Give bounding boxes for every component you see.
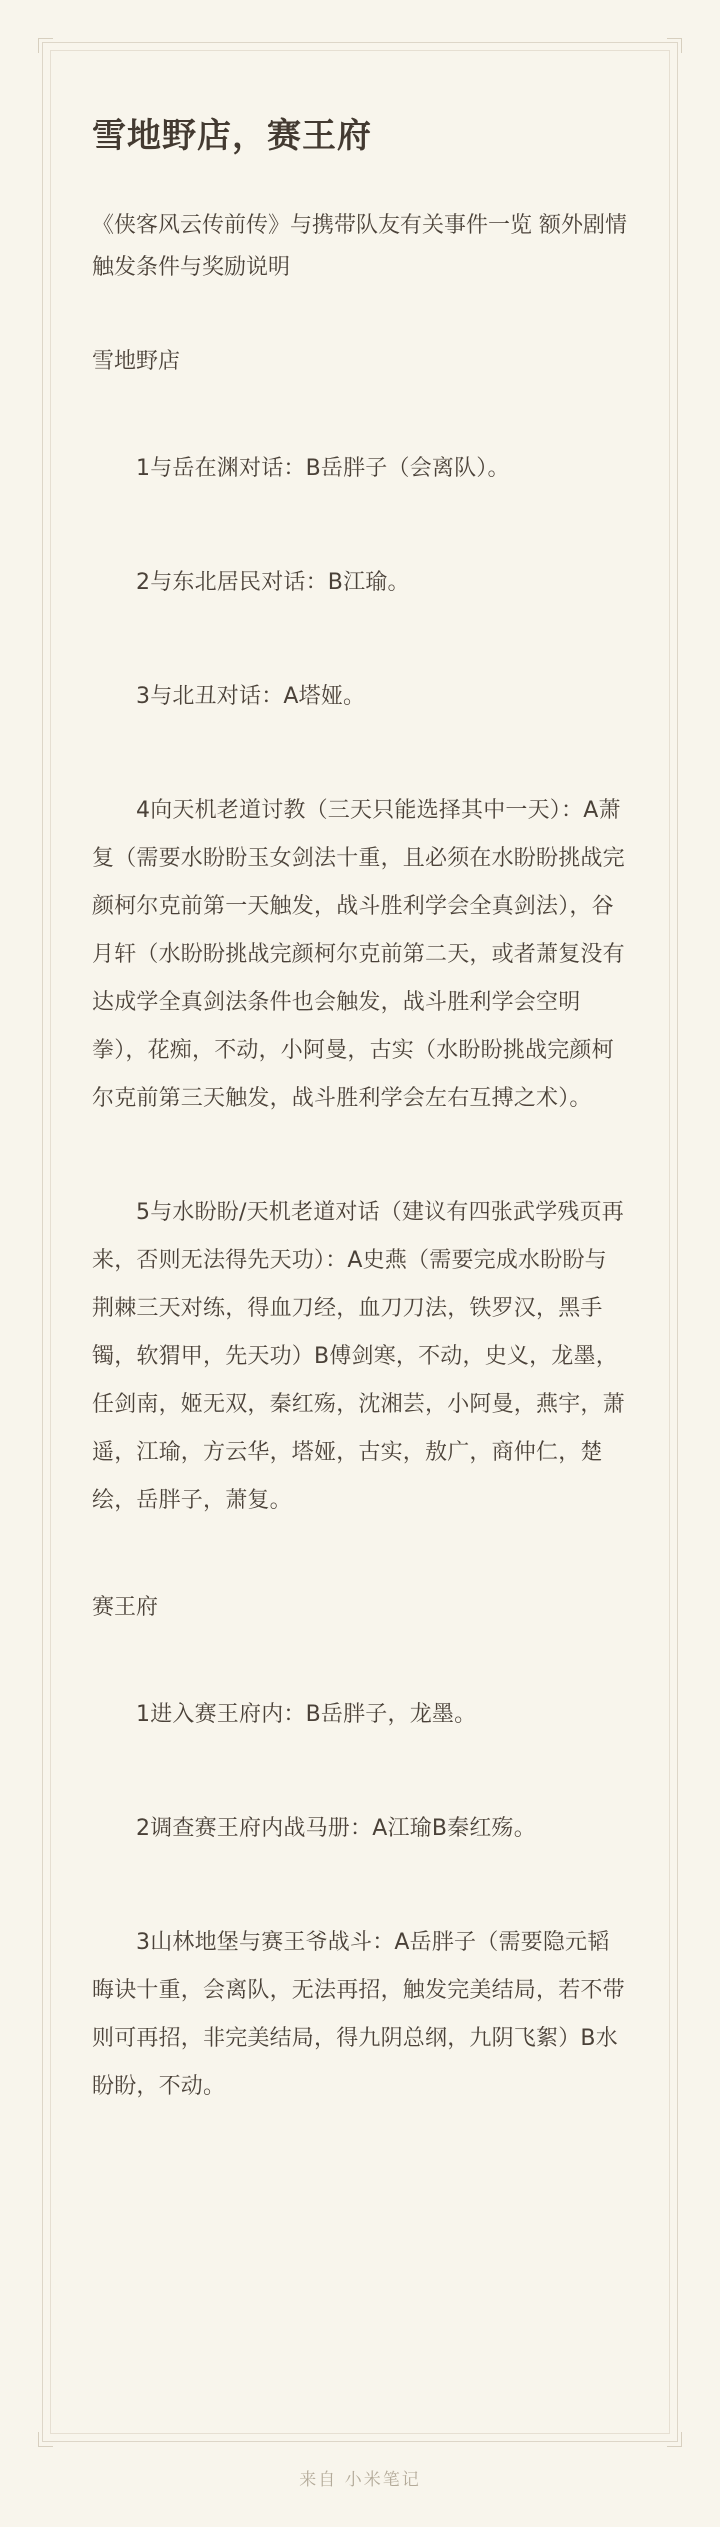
section-title-sai-wang-fu: 赛王府: [92, 1595, 159, 1620]
event-item: 3与北丑对话：A塔娅。: [136, 684, 366, 709]
event-item: 2与东北居民对话：B江瑜。: [136, 570, 410, 595]
corner-ornament: [38, 2432, 53, 2447]
event-item: 1与岳在渊对话：B岳胖子（会离队）。: [136, 456, 510, 481]
event-item: 3山林地堡与赛王爷战斗：A岳胖子（需要隐元韬晦诀十重，会离队，无法再招，触发完美结局，若不带则可再招，非完美结局，得九阴总纲，九阴飞絮）B水盼盼，不动。: [92, 1930, 625, 2099]
corner-ornament: [38, 38, 53, 53]
note-title: 雪地野店，赛王府: [92, 116, 372, 156]
event-item: 2调查赛王府内战马册：A江瑜B秦红殇。: [136, 1816, 536, 1841]
event-item: 5与水盼盼/天机老道对话（建议有四张武学残页再来，否则无法得先天功）：A史燕（需要完成水盼盼与荆棘三天对练，得血刀经，血刀刀法，铁罗汉，黑手镯，软猬甲，先天功）B傅剑寒，不动，史义，龙墨，任剑南，姬无双，秦红殇，沈湘芸，小阿曼，燕宇，萧遥，江瑜，方云华，塔娅，古实，敖广，商仲仁，楚绘，岳胖子，萧复。: [92, 1200, 625, 1513]
section-title-snow-inn: 雪地野店: [92, 349, 181, 374]
event-item: 1进入赛王府内：B岳胖子，龙墨。: [136, 1702, 477, 1727]
event-item: 4向天机老道讨教（三天只能选择其中一天）：A萧复（需要水盼盼玉女剑法十重，且必须在水盼盼挑战完颜柯尔克前第一天触发，战斗胜利学会全真剑法），谷月轩（水盼盼挑战完颜柯尔克前第二天，或者萧复没有达成学全真剑法条件也会触发，战斗胜利学会空明拳），花痴，不动，小阿曼，古实（水盼盼挑战完颜柯尔克前第三天触发，战斗胜利学会左右互搏之术）。: [92, 798, 625, 1111]
footer-source: 来自 小米笔记: [299, 2470, 421, 2490]
note-content: [92, 108, 628, 2177]
note-intro: 《侠客风云传前传》与携带队友有关事件一览 额外剧情触发条件与奖励说明: [92, 213, 627, 280]
corner-ornament: [667, 38, 682, 53]
corner-ornament: [667, 2432, 682, 2447]
